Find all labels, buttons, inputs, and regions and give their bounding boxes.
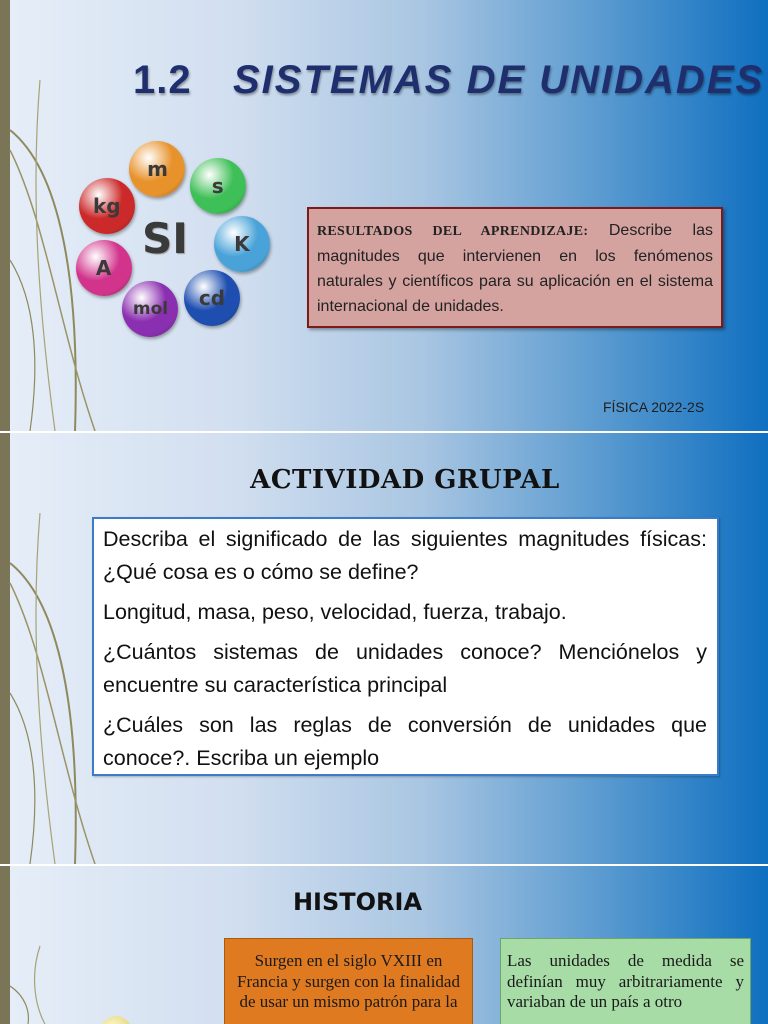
history-box-green: Las unidades de medida se definían muy arbitrariamente y variaban de un país a otro: [500, 938, 751, 1024]
si-unit-symbol: cd: [198, 286, 226, 311]
activity-paragraph: ¿Cuáles son las reglas de conversión de unidades que conoce?. Escriba un ejemplo: [103, 713, 707, 770]
si-unit-symbol: A: [95, 255, 112, 280]
activity-questions-box: [92, 517, 719, 776]
history-title: HISTORIA: [292, 888, 423, 916]
si-unit-symbol: m: [147, 157, 168, 182]
si-unit-ball-k: [214, 216, 270, 272]
si-unit-symbol: kg: [92, 193, 121, 218]
history-box-orange: Surgen en el siglo VXIII en Francia y surgen con la finalidad de usar un mismo patrón para la: [224, 938, 473, 1024]
course-footer: FÍSICA 2022-2S: [603, 399, 705, 415]
si-units-logo: [70, 140, 270, 340]
si-unit-symbol: mol: [132, 299, 169, 320]
si-center-text: SI: [142, 214, 188, 263]
section-number: 1.2: [133, 58, 192, 102]
activity-paragraph: Describa el significado de las siguientes magnitudes físicas: ¿Qué cosa es o cómo se define?: [103, 527, 707, 584]
slide-3: [0, 866, 768, 1024]
si-unit-ball-mol: [122, 281, 178, 337]
activity-paragraph: Longitud, masa, peso, velocidad, fuerza, trabajo.: [103, 600, 567, 624]
learning-outcome-text: Describe las magnitudes que intervienen en los fenómenos naturales y científicos para su aplicación en el sistema internacional de unidades.: [317, 222, 713, 315]
slide-2: [0, 433, 768, 864]
si-unit-ball-a: [76, 240, 132, 296]
slide-title: [133, 58, 764, 103]
si-unit-ball-s: [190, 158, 246, 214]
si-unit-ball-kg: [79, 178, 135, 234]
si-unit-symbol: K: [234, 231, 250, 256]
learning-outcome-box: [307, 207, 723, 328]
activity-title: ACTIVIDAD GRUPAL: [250, 465, 560, 495]
learning-outcome-label: RESULTADOS DEL APRENDIZAJE:: [317, 224, 589, 239]
section-title: SISTEMAS DE UNIDADES: [233, 58, 765, 102]
si-unit-ball-cd: [184, 270, 240, 326]
activity-paragraph: ¿Cuántos sistemas de unidades conoce? Menciónelos y encuentre su característica principal: [103, 640, 707, 697]
si-unit-symbol: s: [211, 174, 224, 199]
si-unit-ball-m: [129, 141, 185, 197]
slide-1: [0, 0, 768, 431]
